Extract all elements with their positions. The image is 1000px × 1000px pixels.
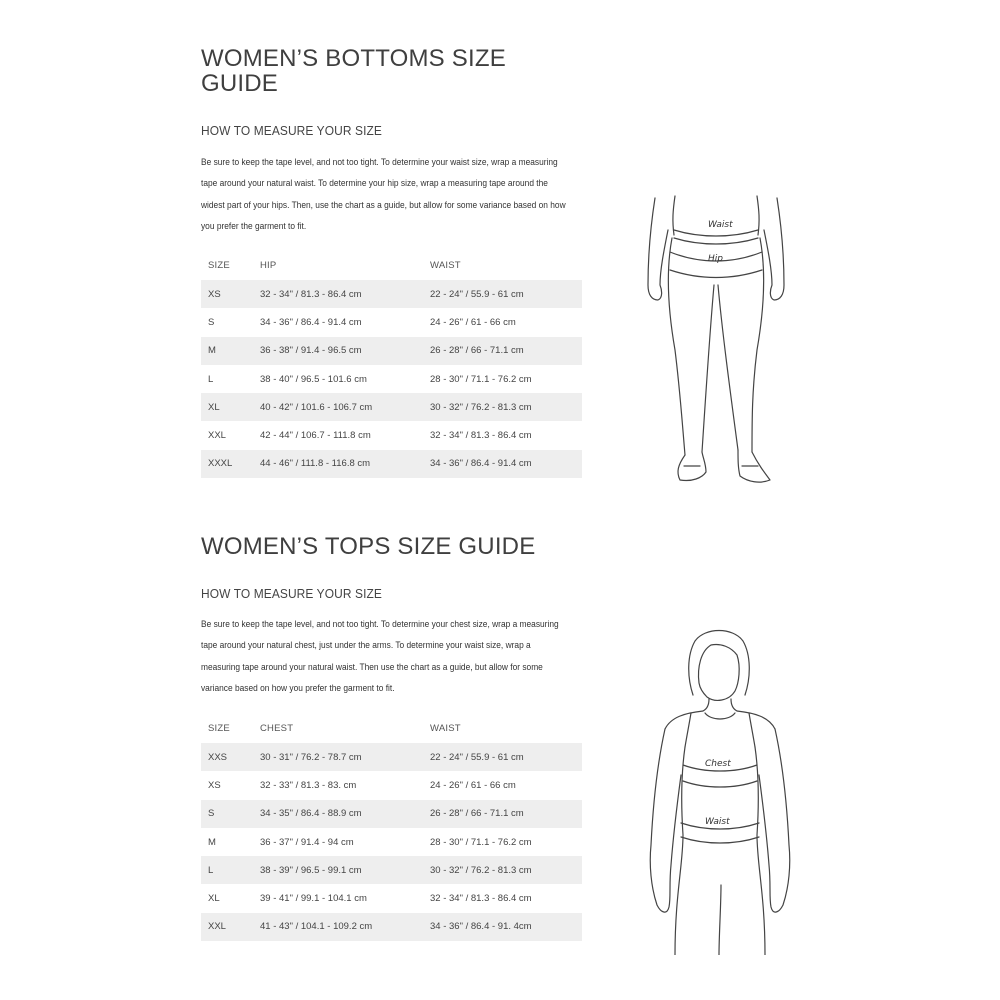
hip-cell: 36 - 38" / 91.4 - 96.5 cm — [253, 337, 423, 365]
size-cell: M — [201, 828, 253, 856]
hip-cell: 42 - 44" / 106.7 - 111.8 cm — [253, 421, 423, 449]
size-cell: L — [201, 365, 253, 393]
figure-label-waist: Waist — [708, 220, 733, 230]
waist-cell: 32 - 34" / 81.3 - 86.4 cm — [423, 884, 582, 912]
chest-cell: 34 - 35" / 86.4 - 88.9 cm — [253, 800, 423, 828]
column-header-size: SIZE — [208, 259, 230, 271]
figure-label-chest: Chest — [705, 759, 731, 769]
hip-cell: 38 - 40" / 96.5 - 101.6 cm — [253, 365, 423, 393]
tops-instructions: Be sure to keep the tape level, and not too tight. To determine your chest size, wrap a measuring tape around your natural chest, just under the arms. To determine your waist size, wrap a measuring tape around your natural waist. Then use the chart as a guide, but allow for some variance based on how you prefer the garment to fit. — [201, 619, 559, 693]
table-row — [201, 743, 582, 771]
waist-cell: 24 - 26" / 61 - 66 cm — [423, 771, 582, 799]
bottoms-size-table — [201, 250, 582, 478]
lower-body-figure — [630, 190, 820, 490]
size-cell: XS — [201, 280, 253, 308]
figure-label-hip: Hip — [708, 254, 723, 264]
column-header-waist: WAIST — [430, 722, 461, 734]
table-row — [201, 421, 582, 449]
table-row — [201, 393, 582, 421]
waist-cell: 34 - 36" / 86.4 - 91. 4cm — [423, 913, 582, 941]
waist-cell: 28 - 30" / 71.1 - 76.2 cm — [423, 365, 582, 393]
table-row — [201, 828, 582, 856]
waist-cell: 30 - 32" / 76.2 - 81.3 cm — [423, 393, 582, 421]
hip-cell: 32 - 34" / 81.3 - 86.4 cm — [253, 280, 423, 308]
size-cell: XXL — [201, 913, 253, 941]
chest-cell: 30 - 31" / 76.2 - 78.7 cm — [253, 743, 423, 771]
waist-cell: 22 - 24" / 55.9 - 61 cm — [423, 743, 582, 771]
waist-cell: 26 - 28" / 66 - 71.1 cm — [423, 800, 582, 828]
size-cell: XS — [201, 771, 253, 799]
chest-cell: 38 - 39" / 96.5 - 99.1 cm — [253, 856, 423, 884]
size-cell: L — [201, 856, 253, 884]
waist-cell: 32 - 34" / 81.3 - 86.4 cm — [423, 421, 582, 449]
chest-cell: 36 - 37" / 91.4 - 94 cm — [253, 828, 423, 856]
table-row — [201, 913, 582, 941]
bottoms-instructions: Be sure to keep the tape level, and not too tight. To determine your waist size, wrap a measuring tape around your natural waist. To determine your hip size, wrap a measuring tape around the widest part of your hips. Then, use the chart as a guide, but allow for some variance based on how you prefer the garment to fit. — [201, 157, 566, 231]
table-row — [201, 450, 582, 478]
table-row — [201, 856, 582, 884]
table-row — [201, 884, 582, 912]
figure-label-waist: Waist — [705, 817, 730, 827]
waist-cell: 34 - 36" / 86.4 - 91.4 cm — [423, 450, 582, 478]
upper-body-figure — [635, 625, 810, 955]
size-cell: XL — [201, 393, 253, 421]
bottoms-title: WOMEN’S BOTTOMS SIZE GUIDE — [201, 45, 506, 97]
tops-size-table — [201, 713, 582, 941]
tops-subtitle: HOW TO MEASURE YOUR SIZE — [201, 586, 382, 601]
size-cell: M — [201, 337, 253, 365]
waist-cell: 30 - 32" / 76.2 - 81.3 cm — [423, 856, 582, 884]
chest-cell: 39 - 41" / 99.1 - 104.1 cm — [253, 884, 423, 912]
size-cell: S — [201, 308, 253, 336]
table-row — [201, 771, 582, 799]
bottoms-subtitle: HOW TO MEASURE YOUR SIZE — [201, 123, 382, 138]
table-header-row — [201, 250, 582, 280]
size-cell: S — [201, 800, 253, 828]
size-cell: XL — [201, 884, 253, 912]
chest-cell: 41 - 43" / 104.1 - 109.2 cm — [253, 913, 423, 941]
waist-cell: 22 - 24" / 55.9 - 61 cm — [423, 280, 582, 308]
waist-cell: 24 - 26" / 61 - 66 cm — [423, 308, 582, 336]
size-cell: XXXL — [201, 450, 253, 478]
table-header-row — [201, 713, 582, 743]
column-header-waist: WAIST — [430, 259, 461, 271]
hip-cell: 44 - 46" / 111.8 - 116.8 cm — [253, 450, 423, 478]
column-header-chest: CHEST — [260, 722, 294, 734]
tops-title: WOMEN’S TOPS SIZE GUIDE — [201, 533, 536, 560]
waist-cell: 26 - 28" / 66 - 71.1 cm — [423, 337, 582, 365]
hip-cell: 34 - 36" / 86.4 - 91.4 cm — [253, 308, 423, 336]
size-cell: XXL — [201, 421, 253, 449]
table-row — [201, 800, 582, 828]
table-row — [201, 337, 582, 365]
table-row — [201, 280, 582, 308]
waist-cell: 28 - 30" / 71.1 - 76.2 cm — [423, 828, 582, 856]
table-row — [201, 365, 582, 393]
column-header-size: SIZE — [208, 722, 230, 734]
hip-cell: 40 - 42" / 101.6 - 106.7 cm — [253, 393, 423, 421]
chest-cell: 32 - 33" / 81.3 - 83. cm — [253, 771, 423, 799]
column-header-hip: HIP — [260, 259, 277, 271]
size-cell: XXS — [201, 743, 253, 771]
table-row — [201, 308, 582, 336]
